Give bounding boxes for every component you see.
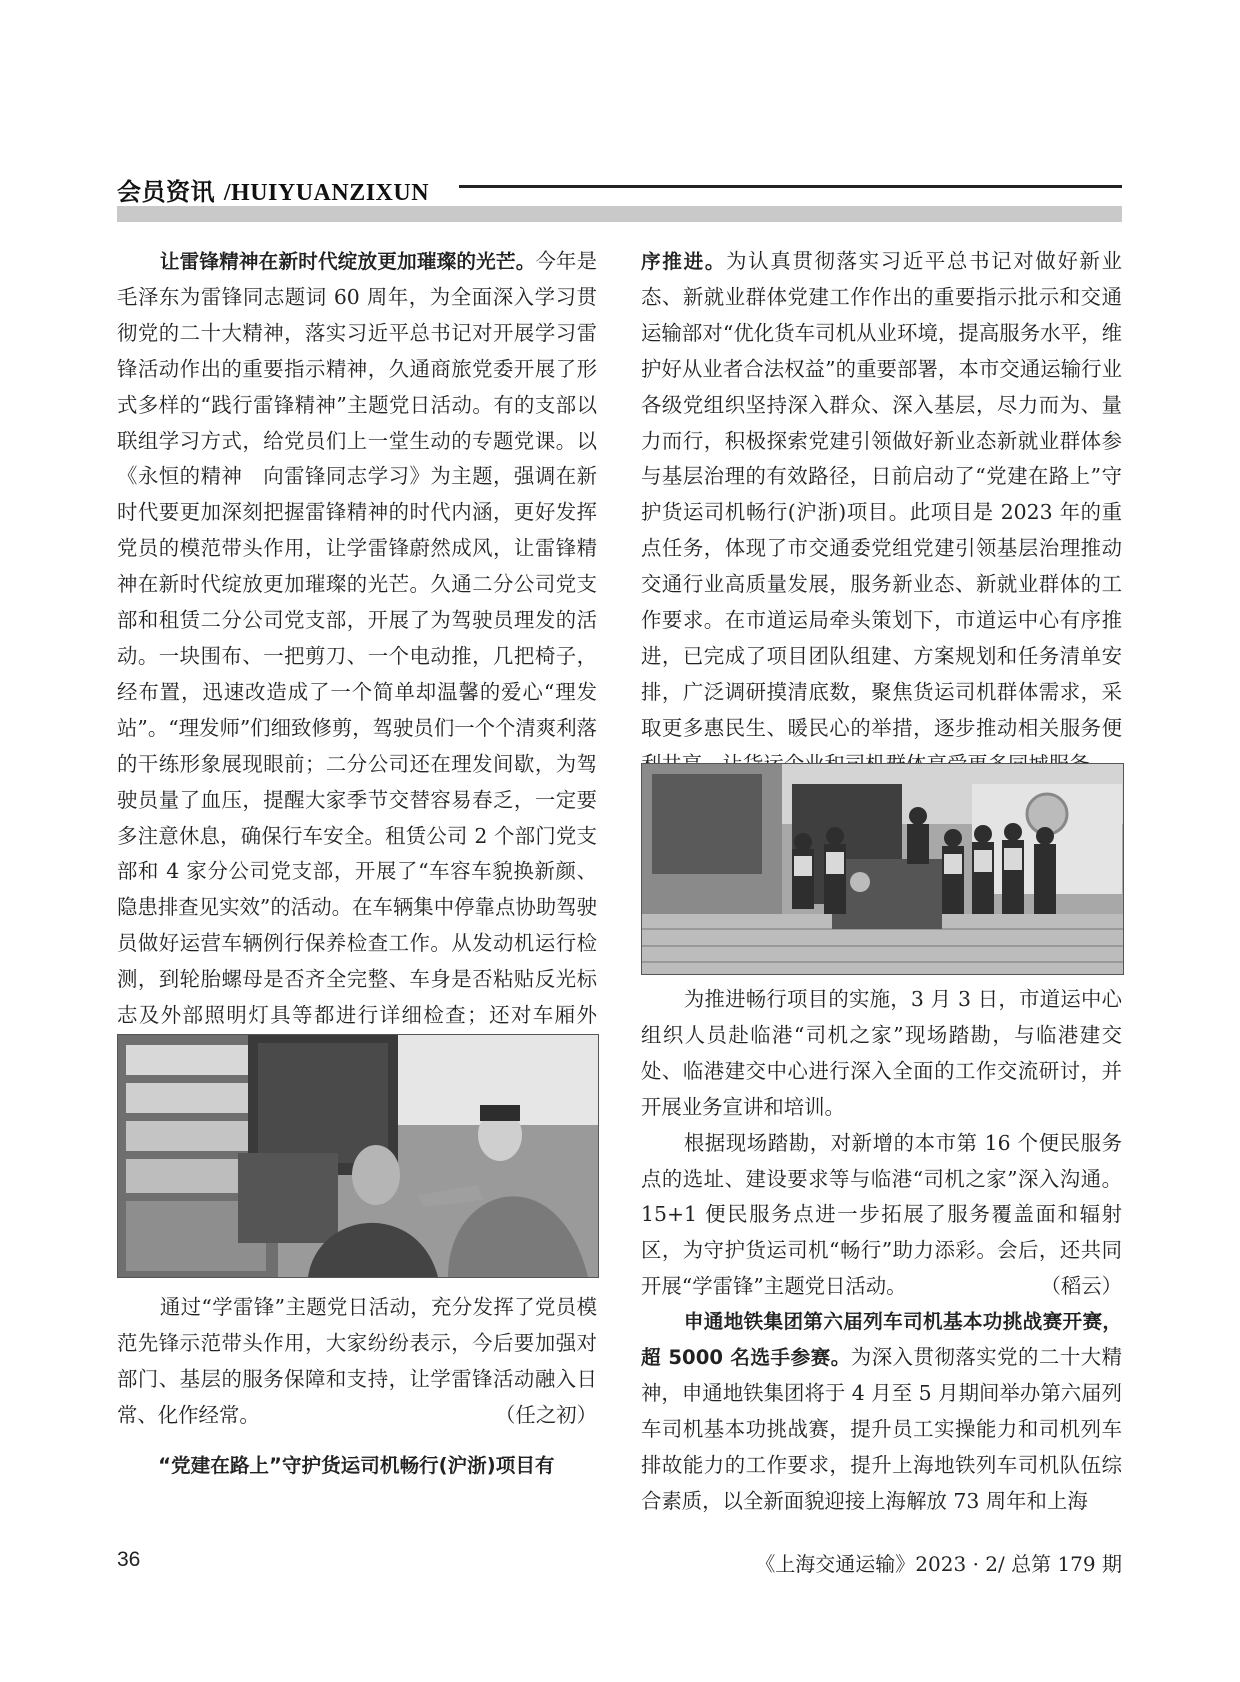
article-2-paragraph [641, 244, 1122, 783]
article-1-closing-paragraph [117, 1290, 597, 1434]
article-2-paragraph-2: 为推进畅行项目的实施，3 月 3 日，市道运中心组织人员赴临港“司机之家”现场踏勘，与临港建交处、临港建交中心进行深入全面的工作交流研讨，并开展业务宣讲和培训。 [641, 987, 1122, 1119]
right-column-article-2-end [641, 982, 1122, 1305]
article-3-paragraph [641, 1304, 1122, 1519]
publication-info: 《上海交通运输》2023 · 2/ 总第 179 期 [755, 1552, 1122, 1576]
section-title-cn: 会员资讯 [117, 178, 215, 206]
article-1-author: （任之初） [495, 1402, 597, 1427]
group-photo [641, 763, 1124, 975]
left-column-article-1 [117, 244, 597, 1142]
haircut-photo [117, 1034, 599, 1278]
article-2-paragraph-3-body: 根据现场踏勘，对新增的本市第 16 个便民服务点的选址、建设要求等与临港“司机之家”深入沟通。15+1 便民服务点进一步拓展了服务覆盖面和辐射区，为守护货运司机“畅行”助力添彩。会后，还共同开展“学雷锋”主题党日活动。 [641, 1130, 1122, 1299]
article-3-body: 为深入贯彻落实党的二十大精神，申通地铁集团将于 4 月至 5 月期间举办第六届列车司机基本功挑战赛，提升员工实操能力和司机列车排故能力的工作要求，提升上海地铁列车司机队伍综合素质，以全新面貌迎接上海解放 73 周年和上海 [641, 1344, 1122, 1513]
section-title-en: /HUIYUANZIXUN [223, 180, 430, 206]
article-2-body: 为认真贯彻落实习近平总书记对做好新业态、新就业群体党建工作作出的重要指示批示和交通运输部对“优化货车司机从业环境，提高服务水平，维护好从业者合法权益”的重要部署，本市交通运输行业各级党组织坚持深入群众、深入基层，尽力而为、量力而行，积极探索党建引领做好新业态新就业群体参与基层治理的有效路径，日前启动了“党建在路上”守护货运司机畅行(沪浙)项目。此项目是 2023 年的重点任务，体现了市交通委党组党建引领基层治理推动交通行业高质量发展，服务新业态、新就业群体的工作要求。在市道运局牵头策划下，市道运中心有序推进，已完成了项目团队组建、方案规划和任务清单安排，广泛调研摸清底数，聚焦货运司机群体需求，采取更多惠民生、暖民心的举措，逐步推动相关服务便 [641, 249, 1122, 740]
right-column-article-3 [641, 1304, 1122, 1519]
header-rule [459, 185, 1122, 188]
group-photo-image [642, 764, 1123, 974]
article-1-lead: 让雷锋精神在新时代绽放更加璀璨的光芒。 [159, 250, 536, 273]
article-1-paragraph [117, 244, 597, 1142]
haircut-photo-image [118, 1035, 598, 1277]
article-2-heading-text: “党建在路上”守护货运司机畅行(沪浙)项目有 [158, 1454, 555, 1477]
article-2-lead: 序推进。 [641, 250, 727, 273]
section-title [117, 172, 429, 207]
left-column-article-1-end [117, 1290, 597, 1434]
section-header [117, 172, 1122, 206]
article-2-paragraph-3 [641, 1126, 1122, 1306]
article-2-heading [117, 1448, 597, 1484]
right-column-article-2 [641, 244, 1122, 783]
article-2-author: （稻云） [1040, 1274, 1122, 1299]
page-number: 36 [117, 1548, 141, 1571]
header-gray-bar [117, 206, 1122, 222]
article-1-closing-body: 通过“学雷锋”主题党日活动，充分发挥了党员模范先锋示范带头作用，大家纷纷表示，今后要加强对部门、基层的服务保障和支持，让学雷锋活动融入日常、化作经常。 [117, 1295, 597, 1427]
article-1-body: 今年是毛泽东为雷锋同志题词 60 周年，为全面深入学习贯彻党的二十大精神，落实习近平总书记对开展学习雷锋活动作出的重要指示精神，久通商旅党委开展了形式多样的“践行雷锋精神”主题党日活动。有的支部以联组学习方式，给党员们上一堂生动的专题党课。以《永恒的精神 向雷锋同志学习》为主题，强调在新时代要更加深刻把握雷锋精神的时代内涵，更好发挥党员的模范带头作用，让学雷锋蔚然成风，让雷锋精神在新时代绽放更加璀璨的光芒。久通二分公司党支部和租赁二分公司党支部，开展了为驾驶员理发的活动。一块围布、一把剪刀、一个电动推，几把椅子，经布置，迅速改造成了一个简单却温馨的爱心“理发站”。“理发师”们细致修剪，驾驶员们一个个清爽利落的干练形象展现眼前；二分公司还在理发间歇，为驾驶员量了血压，提醒大家季节交替容易春乏，一定要多注意休息，确保行车安全。租赁公司 2 个部门党支部和 4 家分公司党支部，开展了“车容车貌换新颜、隐患排查见实效”的活动。在车辆集中停靠点协助驾驶员做好运营车辆例行保养检查工作。从发动机运行检测，到轮胎螺母是否齐全完整、车身是否粘贴反光标志及外部照明灯具等都进行详细检查；还对车厢外 [117, 249, 598, 1028]
article-3-lead: 申通地铁集团第六届列车司机基本功挑战赛开赛，超 5000 名选手参赛。 [641, 1310, 1122, 1369]
